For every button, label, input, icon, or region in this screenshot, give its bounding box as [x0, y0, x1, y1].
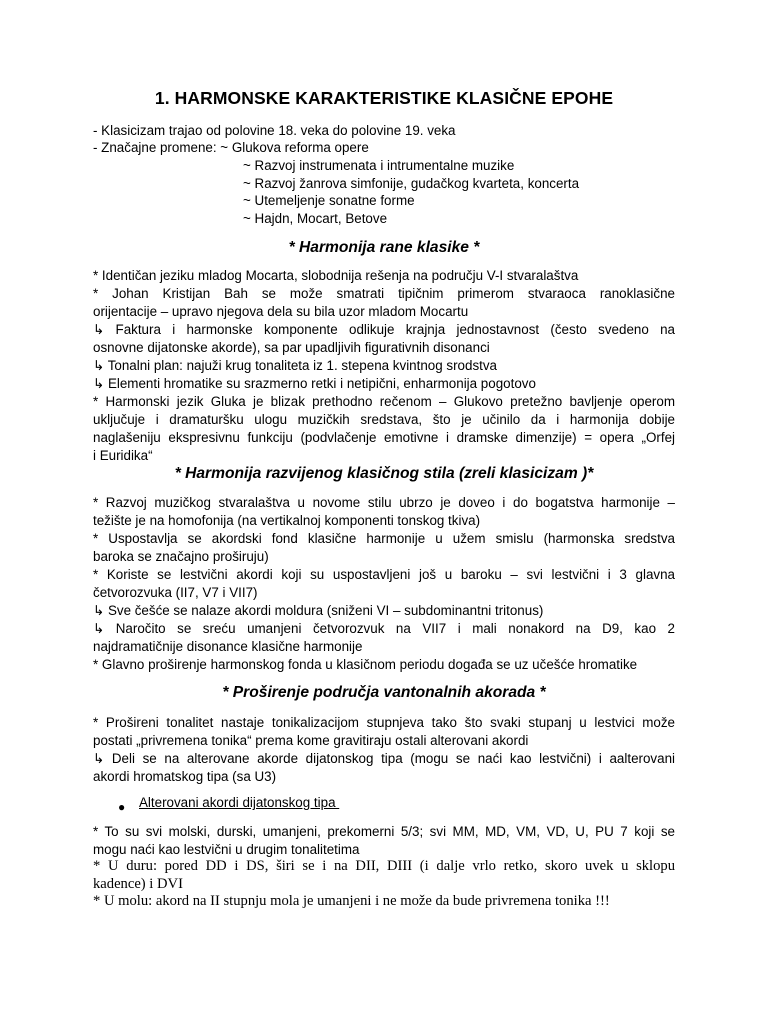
- page-title: 1. HARMONSKE KARAKTERISTIKE KLASIČNE EPOHE: [154, 88, 614, 108]
- text-line: ↳ Tonalni plan: najuži krug tonaliteta iz 1. stepena kvintnog srodstva: [93, 358, 498, 373]
- section-heading-vantonalni-akordi: * Proširenje područja vantonalnih akorada *: [222, 684, 546, 701]
- section-heading-rane-klasike: * Harmonija rane klasike *: [288, 239, 480, 256]
- text-line: kadence) i DVI: [93, 876, 183, 892]
- text-line: postati „privremena tonika“ prema kome gravitiraju ostali alterovani akordi: [93, 733, 529, 748]
- text-line: orijentacije – upravo njegova dela su bila uzor mladom Mocartu: [93, 304, 469, 319]
- text-line: * Glavno proširenje harmonskog fonda u klasičnom periodu događa se uz učešće hromatike: [93, 657, 638, 672]
- text-line: ↳ Elementi hromatike su srazmerno retki i netipični, enharmonija pogotovo: [93, 376, 536, 391]
- intro-item: ~ Razvoj žanrova simfonije, gudačkog kvarteta, koncerta: [243, 176, 580, 191]
- text-line: * Identičan jeziku mladog Mocarta, slobodnija rešenja na području V-I stvaralaštva: [93, 268, 579, 283]
- text-line: ↳ Naročito se sreću umanjeni četvorozvuk na VII7 i mali nonakord na D9, kao 2: [93, 621, 675, 636]
- text-line: akordi hromatskog tipa (sa U3): [93, 769, 277, 784]
- text-line: * U molu: akord na II stupnju mola je umanjeni i ne može da bude privremena tonika !!!: [93, 893, 610, 909]
- text-line: težište je na homofonija (na vertikalnoj komponenti tonskog tkiva): [93, 513, 481, 528]
- text-line: ↳ Faktura i harmonske komponente odlikuje krajnja jednostavnost (često svedeno na: [93, 322, 675, 337]
- bullet-icon: ●: [118, 800, 126, 814]
- intro-item: ~ Hajdn, Mocart, Betove: [243, 211, 388, 226]
- text-line: baroka se značajno proširuju): [93, 549, 269, 564]
- text-line: ↳ Deli se na alterovane akorde dijatonskog tipa (mogu se naći kao lestvični) i aalterovani: [93, 751, 675, 766]
- text-line: uključuje i dramaturšku ulogu muzičkih sredstava, što je učinilo da i harmonija dobije: [93, 412, 675, 427]
- intro-line: - Značajne promene: ~ Glukova reforma opere: [93, 140, 369, 155]
- intro-line: - Klasicizam trajao od polovine 18. veka do polovine 19. veka: [93, 123, 456, 138]
- section-heading-zreli-klasicizam: * Harmonija razvijenog klasičnog stila (zreli klasicizam )*: [174, 465, 594, 482]
- text-line: i Euridika“: [93, 448, 153, 463]
- text-line: osnovne dijatonske akorde), sa par upadljivih figurativnih disonanci: [93, 340, 490, 355]
- text-line: * Johan Kristijan Bah se može smatrati tipičnim primerom stvaraoca ranoklasične: [93, 286, 675, 301]
- text-line: mogu naći kao lestvični u drugim tonalitetima: [93, 842, 360, 857]
- text-line: * Prošireni tonalitet nastaje tonikalizacijom stupnjeva tako što svaki stupanj u lestvici može: [93, 715, 675, 730]
- text-line: četvorozvuka (II7, V7 i VII7): [93, 585, 258, 600]
- text-line: * Harmonski jezik Gluka je blizak prethodno rečenom – Glukovo pretežno bavljenje operom: [93, 394, 675, 409]
- bullet-item: Alterovani akordi dijatonskog tipa: [139, 795, 340, 810]
- text-line: naglašeniju ekspresivnu funkciju (podvlačenje emotivne i dramske dimenzije) = opera „Orfej: [93, 430, 675, 445]
- text-line: * Razvoj muzičkog stvaralaštva u novome stilu ubrzo je doveo i do bogatstva harmonije –: [93, 495, 675, 510]
- text-line: * To su svi molski, durski, umanjeni, prekomerni 5/3; svi MM, MD, VM, VD, U, PU 7 koji se: [93, 824, 675, 839]
- intro-item: ~ Razvoj instrumenata i intrumentalne muzike: [243, 158, 515, 173]
- text-line: * U duru: pored DD i DS, širi se i na DII, DIII (i dalje vrlo retko, skoro uvek u sklopu: [93, 858, 675, 874]
- text-line: * Uspostavlja se akordski fond klasične harmonije u užem smislu (harmonska sredstva: [93, 531, 675, 546]
- text-line: ↳ Sve češće se nalaze akordi moldura (sniženi VI – subdominantni tritonus): [93, 603, 544, 618]
- text-line: * Koriste se lestvični akordi koji su uspostavljeni još u baroku – svi lestvični i 3 glavna: [93, 567, 675, 582]
- intro-item: ~ Utemeljenje sonatne forme: [243, 193, 415, 208]
- text-line: najdramatičnije disonance klasične harmonije: [93, 639, 363, 654]
